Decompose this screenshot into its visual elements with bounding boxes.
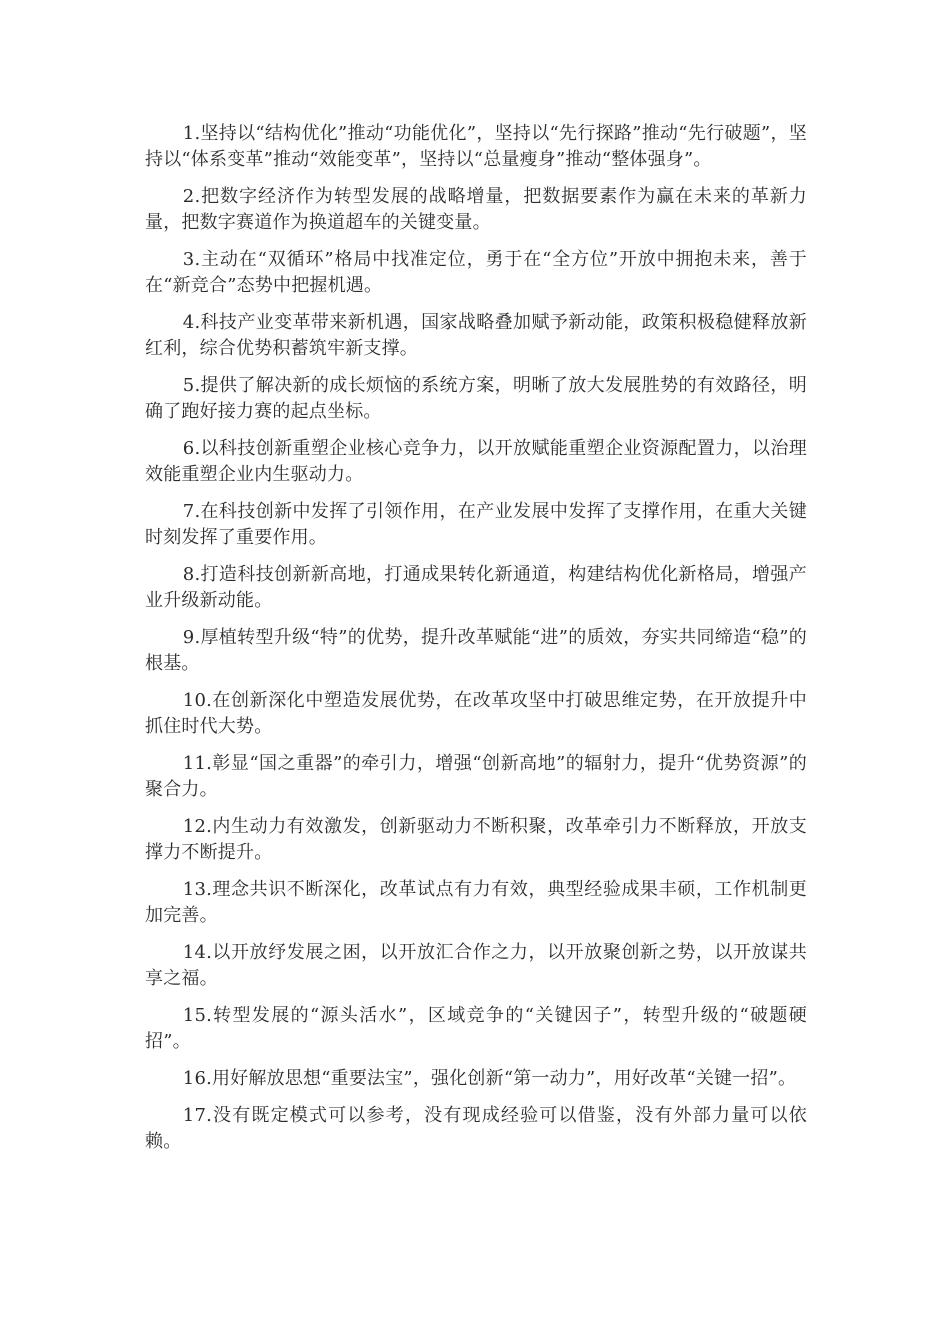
paragraph-16: 16.用好解放思想“重要法宝”，强化创新“第一动力”，用好改革“关键一招”。 [182, 1068, 797, 1089]
paragraph-12: 12.内生动力有效激发，创新驱动力不断积聚，改革牵引力不断释放，开放支撑力不断提升。 [145, 816, 807, 864]
paragraph-11: 11.彰显“国之重器”的牵引力，增强“创新高地”的辐射力，提升“优势资源”的聚合力。 [145, 753, 807, 801]
paragraph-17: 17.没有既定模式可以参考，没有现成经验可以借鉴，没有外部力量可以依赖。 [145, 1104, 807, 1152]
document-body [145, 121, 807, 1166]
paragraph-5: 5.提供了解决新的成长烦恼的系统方案，明晰了放大发展胜势的有效路径，明确了跑好接力赛的起点坐标。 [145, 375, 807, 423]
paragraph-10: 10.在创新深化中塑造发展优势，在改革攻坚中打破思维定势，在开放提升中抓住时代大势。 [145, 690, 807, 738]
paragraph-3: 3.主动在“双循环”格局中找准定位，勇于在“全方位”开放中拥抱未来，善于在“新竞合”态势中把握机遇。 [145, 249, 807, 297]
paragraph-9: 9.厚植转型升级“特”的优势，提升改革赋能“进”的质效，夯实共同缔造“稳”的根基。 [145, 627, 807, 675]
paragraph-8: 8.打造科技创新新高地，打通成果转化新通道，构建结构优化新格局，增强产业升级新动能。 [145, 564, 807, 612]
paragraph-7: 7.在科技创新中发挥了引领作用，在产业发展中发挥了支撑作用，在重大关键时刻发挥了重要作用。 [145, 501, 807, 549]
paragraph-13: 13.理念共识不断深化，改革试点有力有效，典型经验成果丰硕，工作机制更加完善。 [145, 879, 807, 927]
paragraph-1: 1.坚持以“结构优化”推动“功能优化”，坚持以“先行探路”推动“先行破题”，坚持以“体系变革”推动“效能变革”，坚持以“总量瘦身”推动“整体强身”。 [145, 123, 807, 171]
paragraph-2: 2.把数字经济作为转型发展的战略增量，把数据要素作为赢在未来的革新力量，把数字赛道作为换道超车的关键变量。 [145, 186, 807, 234]
paragraph-14: 14.以开放纾发展之困，以开放汇合作之力，以开放聚创新之势，以开放谋共享之福。 [145, 942, 807, 990]
paragraph-4: 4.科技产业变革带来新机遇，国家战略叠加赋予新动能，政策积极稳健释放新红利，综合优势积蓄筑牢新支撑。 [145, 312, 807, 360]
paragraph-15: 15.转型发展的“源头活水”，区域竞争的“关键因子”，转型升级的“破题硬招”。 [145, 1005, 807, 1053]
paragraph-6: 6.以科技创新重塑企业核心竞争力，以开放赋能重塑企业资源配置力，以治理效能重塑企业内生驱动力。 [145, 438, 807, 486]
